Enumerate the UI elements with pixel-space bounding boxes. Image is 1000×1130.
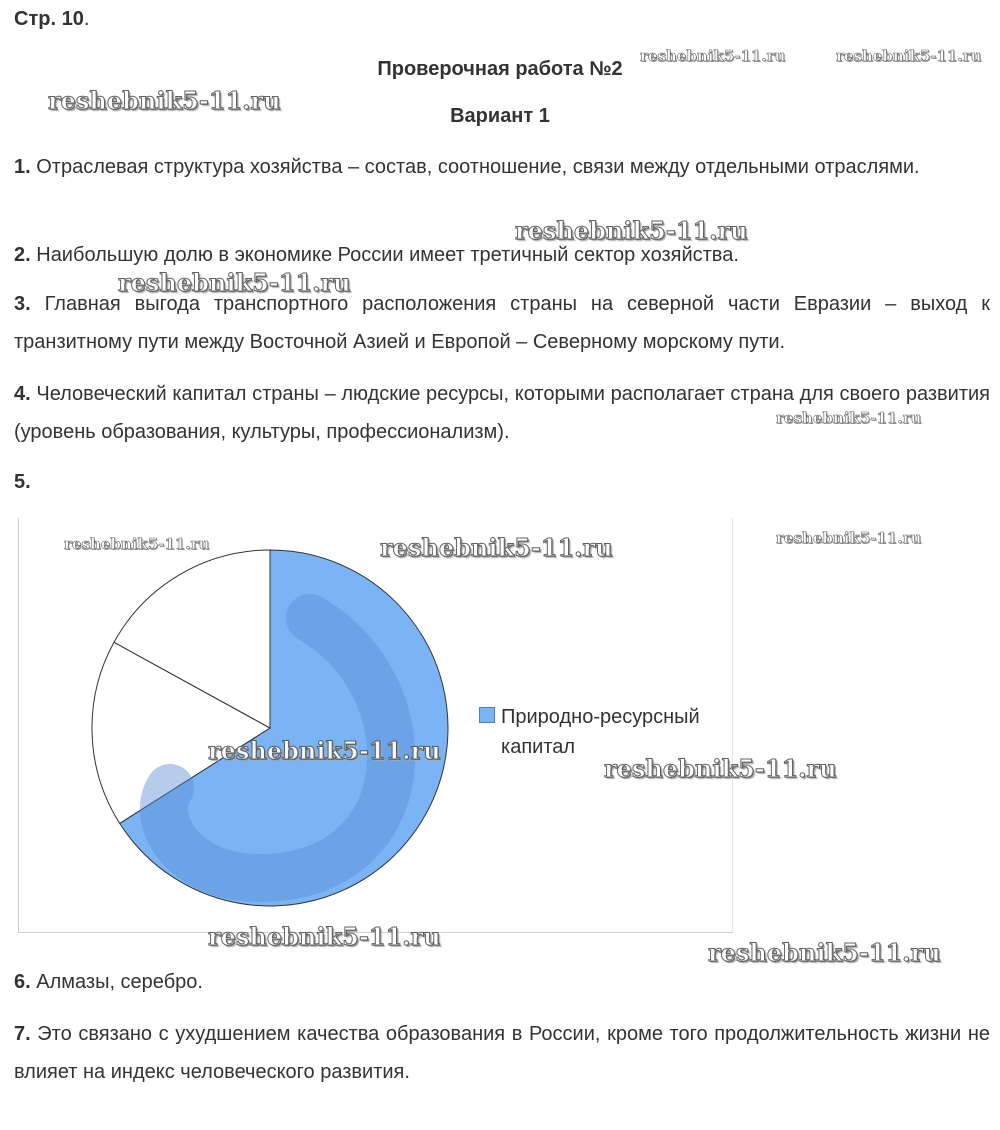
watermark: reshebnik5-11.ru: [776, 409, 922, 427]
legend-swatch: [479, 707, 495, 723]
watermark: reshebnik5-11.ru: [118, 268, 351, 297]
watermark: reshebnik5-11.ru: [604, 754, 837, 783]
watermark: reshebnik5-11.ru: [515, 216, 748, 245]
page-number: Стр. 10.: [14, 8, 90, 30]
watermark: reshebnik5-11.ru: [836, 47, 982, 65]
answer-2: 2. Наибольшую долю в экономике России имеет третичный сектор хозяйства.: [14, 244, 739, 266]
watermark: reshebnik5-11.ru: [64, 535, 210, 553]
answer-4: 4. Человеческий капитал страны – людские ресурсы, которыми располагает страна для своего развития (уровень образования, культуры, профессионализм).: [14, 383, 990, 443]
answer-5: 5.: [14, 471, 31, 493]
watermark: reshebnik5-11.ru: [380, 533, 613, 562]
answer-1: 1. Отраслевая структура хозяйства – состав, соотношение, связи между отдельными отраслями.: [14, 156, 920, 178]
answer-7: 7. Это связано с ухудшением качества образования в России, кроме того продолжительность жизни не влияет на индекс человеческого развития.: [14, 1023, 990, 1083]
variant-heading: Вариант 1: [450, 105, 550, 127]
chart-legend: [479, 702, 731, 762]
legend-label: Природно-ресурсный капитал: [501, 706, 700, 758]
answer-3: 3. Главная выгода транспортного расположения страны на северной части Евразии – выход к транзитному пути между Восточной Азией и Европой – Северному морскому пути.: [14, 293, 990, 353]
watermark: reshebnik5-11.ru: [48, 86, 281, 115]
pie-chart: [18, 518, 733, 934]
watermark: reshebnik5-11.ru: [640, 47, 786, 65]
answer-6: 6. Алмазы, серебро.: [14, 971, 203, 993]
watermark: reshebnik5-11.ru: [208, 922, 441, 951]
watermark: reshebnik5-11.ru: [708, 938, 941, 967]
page-title: Проверочная работа №2: [377, 58, 623, 80]
pie-svg: [18, 518, 478, 934]
watermark: reshebnik5-11.ru: [208, 736, 441, 765]
watermark: reshebnik5-11.ru: [776, 529, 922, 547]
